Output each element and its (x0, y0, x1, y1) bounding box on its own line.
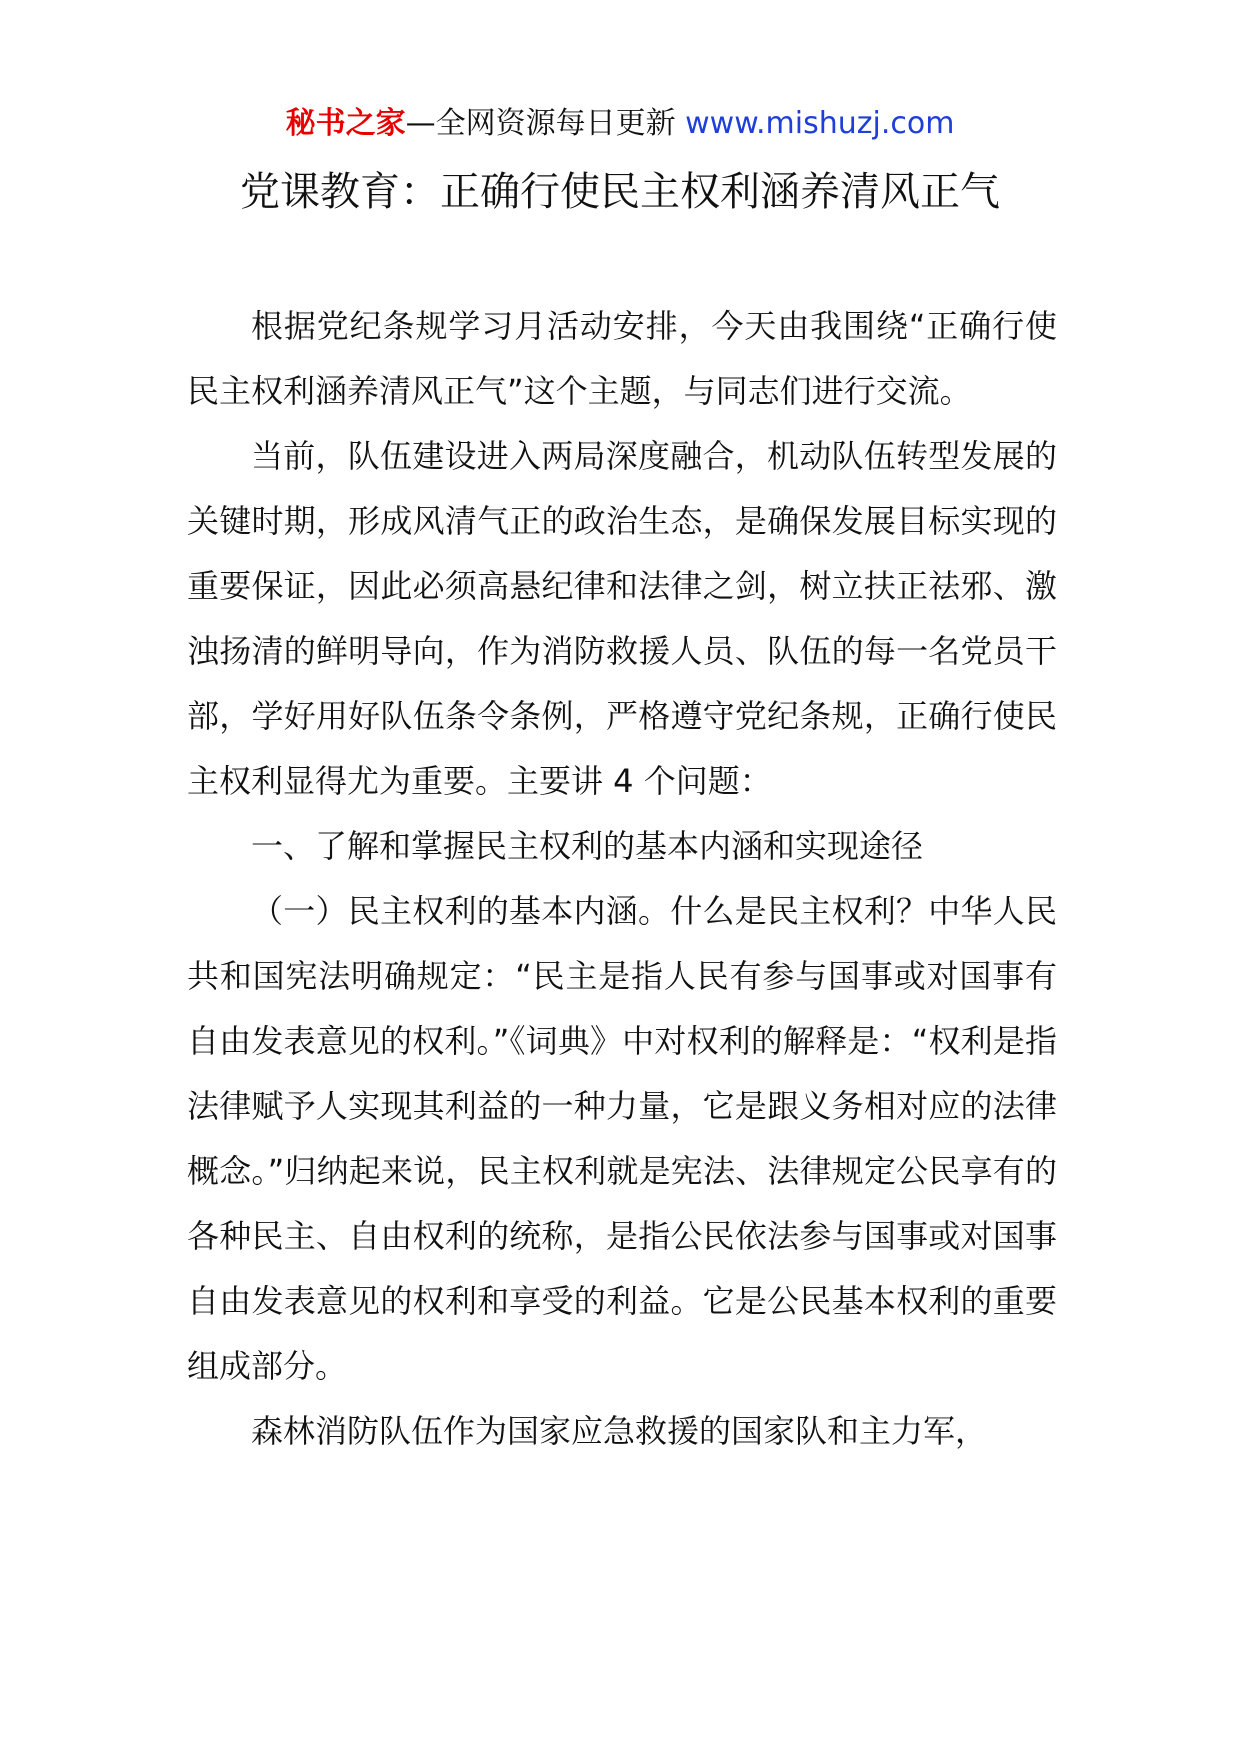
paragraph-background: 当前，队伍建设进入两局深度融合，机动队伍转型发展的关键时期，形成风清气正的政治生态，是确保发展目标实现的重要保证，因此必须高悬纪律和法律之剑，树立扶正祛邪、激浊扬清的鲜明导向，作为消防救援人员、队伍的每一名党员干部，学好用好队伍条令条例，严格遵守党纪条规，正确行使民主权利显得尤为重要。主要讲 4 个问题： (187, 437, 1057, 800)
site-slogan: —全网资源每日更新 (405, 106, 676, 141)
paragraph-forest-fire-team: 森林消防队伍作为国家应急救援的国家队和主力军， (251, 1412, 988, 1450)
document-title: 党课教育：正确行使民主权利涵养清风正气 (240, 169, 1000, 215)
document-body (187, 294, 1057, 1464)
site-url-link[interactable]: www.mishuzj.com (685, 106, 955, 141)
section-heading-1: 一、了解和掌握民主权利的基本内涵和实现途径 (251, 827, 924, 865)
site-brand: 秘书之家 (285, 106, 406, 141)
paragraph-intro: 根据党纪条规学习月活动安排，今天由我围绕“正确行使民主权利涵养清风正气”这个主题，与同志们进行交流。 (187, 307, 1057, 410)
paragraph-definition: （一）民主权利的基本内涵。什么是民主权利？中华人民共和国宪法明确规定：“民主是指人民有参与国事或对国事有自由发表意见的权利。”《词典》中对权利的解释是：“权利是指法律赋予人实现其利益的一种力量，它是跟义务相对应的法律概念。”归纳起来说，民主权利就是宪法、法律规定公民享有的各种民主、自由权利的统称，是指公民依法参与国事或对国事自由发表意见的权利和享受的利益。它是公民基本权利的重要组成部分。 (187, 892, 1057, 1385)
site-header (0, 100, 1240, 148)
